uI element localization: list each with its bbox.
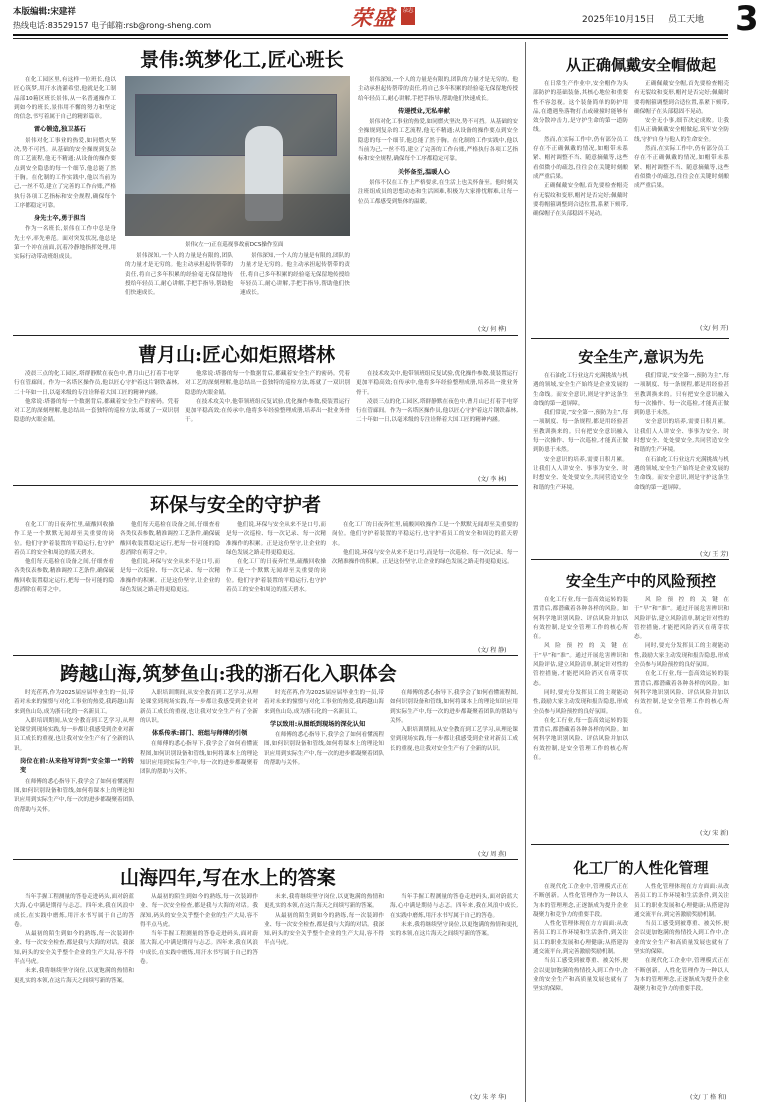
b4-para: 当员工感受到被尊重、被关怀,便会以更加饱满的热情投入到工作中,企业的安全生产和高质量发展也就有了坚实的保障。 (533, 958, 628, 993)
separator (13, 485, 518, 486)
a2-col2 (185, 370, 350, 472)
photo-caption: 景伟(左一)正在巡视事故前DCS操作室面 (185, 242, 284, 248)
masthead-text: 荣盛 (351, 5, 395, 30)
a4-para: 入职培训期间,从安全教育到工艺学习,从理论课堂到现场实践,每一步都让我感受到企业对新员工成长的重视,也让我对安全生产有了全新的认识。 (390, 727, 518, 752)
a4-subhead-1: 岗位在前:从来他写诗到“安全第一”的转变 (20, 758, 134, 775)
issue-date: 2025年10月15日 (582, 15, 655, 25)
masthead-logo (351, 2, 423, 32)
masthead-seal: 杂志 (401, 7, 415, 25)
headline-kuayue: 跨越山海,筑梦鱼山:我的浙石化入职体会 (60, 663, 397, 685)
a3-signature: (文/ 程 静) (478, 647, 507, 654)
a5-para: 当年手握工程测量的答卷走进码头,面对蔚蓝大海,心中满是期待与忐忑。四年来,我在风浪中成长,在实践中磨炼,用汗水书写属于自己的答卷。 (14, 894, 134, 928)
a2-para: 在技术攻关中,他带领班组反复试验,优化操作参数,使装置运行更加平稳高效;在传承中,他将多年经验整理成册,培养出一批业务骨干。 (356, 371, 518, 396)
b1-para: 然而,在实际工作中,仍有部分员工存在不正确佩戴的情况,如帽带未系紧、帽衬调整不当、随意摘戴等,这些看似微小的疏忽,往往会在关键时刻酿成严重后果。 (533, 136, 628, 180)
a1-para: 景伟深知,一个人的力量是有限的,团队的力量才是无穷的。他主动承担起传帮带的责任,将自己多年积累的经验毫无保留地传授给年轻员工,耐心讲解,手把手指导,帮助他们快速成长。 (240, 253, 350, 297)
b2-para: 我们常说,“安全第一,预防为主”,每一项制度、每一条规程,都是用经验甚至教训换来的。只有把安全意识融入每一次操作、每一次巡检,才能真正做到防患于未然。 (634, 373, 729, 417)
a4-para: 入职培训期间,从安全教育到工艺学习,从理论课堂到现场实践,每一步都让我感受到企业对新员工成长的重视,也让我对安全生产有了全新的认识。 (14, 717, 134, 752)
a3-col2 (120, 521, 220, 641)
a4-para: 入职培训期间,从安全教育到工艺学习,从理论课堂到现场实践,每一步都让我感受到企业对新员工成长的重视,也让我对安全生产有了全新的认识。 (140, 690, 258, 724)
a1-subhead-2: 身先士卒,勇于担当 (34, 215, 86, 223)
b3-para: 在化工行业,每一套高效运转的装置背后,都潜藏着各种各样的风险。如何科学地识别风险、评估风险并加以有效控制,是安全管理工作的核心所在。 (533, 597, 628, 641)
b1-para: 正确佩戴安全帽,首先要检查帽壳有无裂纹和变形,帽衬是否完好;佩戴时要将帽箍调整到合适位置,系紧下颏带,确保帽子在头部稳固不晃动。 (634, 81, 729, 115)
a3-para: 在化工厂的日夜奔忙里,硫酸回收操作工是一个默默无闻却至关重要的岗位。他们守护着装置的平稳运行,也守护着员工的安全和周边的蓝天碧水。 (226, 559, 326, 594)
a3-col1 (14, 521, 114, 641)
a1-para: 景伟对化工事业的热爱,如同燃火坚决,势不可挡。从基础的安全操规到复杂的工艺流程,他无不精通;从设备的操作要点到安全隐患的每一个细节,他总能了然于胸。在化制的工作实践中,他以当前为己,一丝不苟,建立了完善的工作台账,严格执行各项工艺指标和安全规程,确保每个工序都稳定可靠。 (14, 137, 116, 209)
headline-fengxian: 安全生产中的风险预控 (565, 572, 716, 590)
b3-col1 (533, 596, 628, 834)
a4-para: 时光荏苒,作为2025届应届毕业生的一员,带着对未来的憧憬与对化工事业的热爱,我跨越山海来到鱼山岛,成为浙石化的一名新员工。 (14, 690, 134, 715)
photo-desk (125, 194, 350, 236)
b1-para: 正确佩戴安全帽,首先要检查帽壳有无裂纹和变形,帽衬是否完好;佩戴时要将帽箍调整到合适位置,系紧下颏带,确保帽子在头部稳固不晃动。 (533, 183, 628, 218)
header-rule (13, 34, 728, 36)
a2-para: 他常说:塔器的每一个数据背后,都藏着安全生产的密码。凭着对工艺的深刻理解,他总结出一套独特的巡检方法,练就了一双识别隐患的火眼金睛。 (14, 398, 179, 424)
b4-para: 人性化管理体现在方方面面:从改善员工的工作环境和生活条件,到关注员工的职业发展和心理健康;从搭建沟通交流平台,到完善激励奖励机制。 (533, 921, 628, 956)
a3-para: 他们每天巡检在设备之间,仔细查看各类仪表参数,精准调控工艺条件,确保硫酸回收装置稳定运行,把每一份可能的隐患消除在萌芽之中。 (120, 522, 220, 556)
a5-para: 当年手握工程测量的答卷走进码头,面对蔚蓝大海,心中满是期待与忐忑。四年来,我在风浪中成长,在实践中磨炼,用汗水书写属于自己的答卷。 (140, 931, 258, 966)
a1-col3 (240, 252, 350, 324)
b4-para: 在现代化工企业中,管理模式正在不断创新。人性化管理作为一种以人为本的管理理念,正逐渐成为提升企业凝聚力和竞争力的重要手段。 (533, 884, 628, 918)
b2-signature: (文/ 王 芳) (700, 551, 729, 558)
b2-para: 安全意识的培养,需要日积月累。让我们人人讲安全、事事为安全、时时想安全、处处要安全,共同营造安全和谐的生产环境。 (533, 456, 628, 491)
a3-col4 (332, 521, 518, 641)
b1-col2 (634, 80, 729, 320)
a4-signature: (文/ 周 燕) (478, 851, 507, 858)
a2-para: 凌晨三点的化工园区,塔群静默在夜色中,曹月山已打着手电穿行在管廊间。作为一名塔区操作员,他以匠心守护着这片钢铁森林,二十年如一日,以毫米级的专注诠释着大国工匠的精神内涵。 (14, 371, 179, 396)
b3-col2 (634, 596, 729, 826)
a4-para: 在师傅的悉心指导下,我学会了如何看懂流程图,如何识别设备和管线,如何将课本上的理论知识应用到实际生产中,每一次的进步都凝聚着团队的帮助与关怀。 (140, 741, 258, 776)
b3-para: 在化工行业,每一套高效运转的装置背后,都潜藏着各种各样的风险。如何科学地识别风险、评估风险并加以有效控制,是安全管理工作的核心所在。 (634, 671, 729, 715)
a5-col3 (264, 893, 384, 1096)
a1-para: 景伟深知,一个人的力量是有限的,团队的力量才是无穷的。他主动承担起传帮带的责任,将自己多年积累的经验毫无保留地传授给年轻员工,耐心讲解,手把手指导,帮助他们快速成长。 (358, 77, 518, 102)
a5-para: 从最初的陌生到如今的熟练,每一次装卸作业、每一次安全检查,都是我与大海的对话。我深知,码头的安全关乎整个企业的生产大局,容不得半点马虎。 (264, 912, 384, 947)
b1-signature: (文/ 何 开) (700, 325, 729, 332)
separator (531, 338, 729, 339)
a1-para: 景伟对化工事业的热爱,如同燃火坚决,势不可挡。从基础的安全操规到复杂的工艺流程,他无不精通;从设备的操作要点到安全隐患的每一个细节,他总能了然于胸。在化制的工作实践中,他以当前为己,一丝不苟,建立了完善的工作台账,严格执行各项工艺指标和安全规程,确保每个工序都稳定可靠。 (358, 119, 518, 163)
a3-para: 他们说,环保与安全从来不是口号,而是每一次巡检、每一次记录、每一次精准操作的积累。正是这份坚守,让企业的绿色发展之路走得更稳更远。 (332, 549, 518, 566)
headline-shanhai: 山海四年,写在水上的答案 (120, 867, 336, 889)
a2-col3 (356, 370, 518, 472)
a3-para: 在化工厂的日夜奔忙里,硫酸回收操作工是一个默默无闻却至关重要的岗位。他们守护着装置的平稳运行,也守护着员工的安全和周边的蓝天碧水。 (332, 522, 518, 547)
a1-subhead-3: 传递授业,无私奉献 (398, 107, 450, 115)
a1-para: 景伟不仅在工作上严格要求,在生活上也关怀备至。他时刻关注班组成员的思想动态和生活困难,积极为大家排忧解难,让每一位员工都感受到集体的温暖。 (358, 179, 518, 205)
photo-control-room (135, 94, 337, 156)
headline-caoyueshan: 曹月山:匠心如炬照塔林 (138, 344, 336, 366)
b2-para: 我们常说,“安全第一,预防为主”,每一项制度、每一条规程,都是用经验甚至教训换来的。只有把安全意识融入每一次操作、每一次巡检,才能真正做到防患于未然。 (533, 410, 628, 454)
b2-col2 (634, 372, 729, 550)
a5-col1 (14, 893, 134, 1096)
a4-col4 (390, 689, 518, 847)
page-number: 3 (735, 0, 759, 39)
a5-para: 未来,我将继续坚守岗位,以更饱满的热情和更扎实的本领,在这片海天之间续写新的答案。 (264, 894, 384, 910)
a2-para: 在技术攻关中,他带领班组反复试验,优化操作参数,使装置运行更加平稳高效;在传承中,他将多年经验整理成册,培养出一批业务骨干。 (185, 398, 350, 424)
header-rule-thin (13, 38, 728, 39)
a1-para: 作为一名班长,景伟在工作中总是身先士卒,率先垂范。面对突发状况,他总是第一个冲在前面,沉着冷静地指挥处理,用实际行动带动班组成员。 (14, 226, 116, 261)
a1-col2 (125, 252, 233, 324)
headline-jingwei: 景伟:筑梦化工,匠心班长 (140, 49, 344, 71)
a3-para: 他们说,环保与安全从来不是口号,而是每一次巡检、每一次记录、每一次精准操作的积累。正是这份坚守,让企业的绿色发展之路走得更稳更远。 (120, 559, 220, 594)
separator (13, 859, 518, 860)
b1-col1 (533, 80, 628, 332)
a5-para: 当年手握工程测量的答卷走进码头,面对蔚蓝大海,心中满是期待与忐忑。四年来,我在风浪中成长,在实践中磨炼,用汗水书写属于自己的答卷。 (390, 894, 518, 919)
a1-para: 在化工园区里,有这样一位班长,他以匠心筑梦,用汗水浇灌希望,他就是化工制品部10箱区班长景伟,从一名普通操作工到如今的班长,景伟用不懈的努力和坚定的信念,书写着属于自己的精彩篇章。 (14, 77, 116, 121)
a5-para: 未来,我将继续坚守岗位,以更饱满的热情和更扎实的本领,在这片海天之间续写新的答案。 (390, 921, 518, 938)
b3-para: 在化工行业,每一套高效运转的装置背后,都潜藏着各种各样的风险。如何科学地识别风险、评估风险并加以有效控制,是安全管理工作的核心所在。 (533, 717, 628, 762)
a4-subhead-3: 体系传承:部门、班组与师傅的引领 (152, 730, 248, 738)
a4-para: 时光荏苒,作为2025届应届毕业生的一员,带着对未来的憧憬与对化工事业的热爱,我跨越山海来到鱼山岛,成为浙石化的一名新员工。 (264, 690, 384, 715)
a2-col1 (14, 370, 179, 472)
b4-para: 当员工感受到被尊重、被关怀,便会以更加饱满的热情投入到工作中,企业的安全生产和高质量发展也就有了坚实的保障。 (634, 921, 729, 956)
a3-para: 他们每天巡检在设备之间,仔细查看各类仪表参数,精准调控工艺条件,确保硫酸回收装置稳定运行,把每一份可能的隐患消除在萌芽之中。 (14, 559, 114, 594)
b3-para: 同时,要充分发挥员工的主观能动性,鼓励大家主动发现和报告隐患,形成全员参与风险预控的良好氛围。 (634, 643, 729, 669)
a1-para: 景伟深知,一个人的力量是有限的,团队的力量才是无穷的。他主动承担起传帮带的责任,将自己多年积累的经验毫无保留地传授给年轻员工,耐心讲解,手把手指导,帮助他们快速成长。 (125, 253, 233, 297)
a3-col3 (226, 521, 326, 641)
a4-para: 在师傅的悉心指导下,我学会了如何看懂流程图,如何识别设备和管线,如何将课本上的理论知识应用到实际生产中,每一次的进步都凝聚着团队的帮助与关怀。 (14, 778, 134, 813)
separator (531, 844, 729, 845)
a3-para: 在化工厂的日夜奔忙里,硫酸回收操作工是一个默默无闻却至关重要的岗位。他们守护着装置的平稳运行,也守护着员工的安全和周边的蓝天碧水。 (14, 522, 114, 556)
a2-para: 凌晨三点的化工园区,塔群静默在夜色中,曹月山已打着手电穿行在管廊间。作为一名塔区操作员,他以匠心守护着这片钢铁森林,二十年如一日,以毫米级的专注诠释着大国工匠的精神内涵。 (356, 398, 518, 424)
headline-anquanmao: 从正确佩戴安全帽做起 (565, 56, 716, 74)
b3-para: 风险预控的关键在于“早”和“准”。通过开展危害辨识和风险评估,建立风险清单,制定针对性的管控措施,才能把风险消灭在萌芽状态。 (533, 643, 628, 687)
a4-para: 在师傅的悉心指导下,我学会了如何看懂流程图,如何识别设备和管线,如何将课本上的理论知识应用到实际生产中,每一次的进步都凝聚着团队的帮助与关怀。 (264, 732, 384, 767)
a1-subhead-4: 关怀备至,温暖人心 (398, 168, 450, 176)
a5-para: 未来,我将继续坚守岗位,以更饱满的热情和更扎实的本领,在这片海天之间续写新的答案。 (14, 968, 134, 984)
b4-col2 (634, 883, 729, 1083)
headline-huanbao: 环保与安全的守护者 (150, 494, 322, 516)
b4-signature: (文/ 丁 格 和) (690, 1094, 727, 1101)
a1-signature: (文/ 何 桦) (478, 326, 507, 333)
a5-col4 (390, 893, 518, 1088)
b4-para: 在现代化工企业中,管理模式正在不断创新。人性化管理作为一种以人为本的管理理念,正逐渐成为提升企业凝聚力和竞争力的重要手段。 (634, 958, 729, 993)
b1-para: 然而,在实际工作中,仍有部分员工存在不正确佩戴的情况,如帽带未系紧、帽衬调整不当、随意摘戴等,这些看似微小的疏忽,往往会在关键时刻酿成严重后果。 (634, 146, 729, 190)
a4-col2 (140, 689, 258, 847)
b1-para: 在日常生产作业中,安全帽作为头部防护的基础装备,其核心地位和重要性不容忽视。这个装备简单的防护用品,在遭遇坠落物打击或碰撞时能够有效分散冲击力,是守护生命的第一道防线。 (533, 81, 628, 134)
a1-col4 (358, 76, 518, 321)
b1-para: 安全无小事,细节决定成败。让我们从正确佩戴安全帽做起,筑牢安全防线,守护自身与他人的生命安全。 (634, 118, 729, 143)
jingwei-photo (125, 76, 350, 236)
b3-para: 同时,要充分发挥员工的主观能动性,鼓励大家主动发现和报告隐患,形成全员参与风险预控的良好氛围。 (533, 689, 628, 715)
a4-col1 (14, 689, 134, 847)
b2-para: 安全意识的培养,需要日积月累。让我们人人讲安全、事事为安全、时时想安全、处处要安全,共同营造安全和谐的生产环境。 (634, 419, 729, 454)
separator (13, 655, 518, 656)
headline-renxinghua: 化工厂的人性化管理 (573, 859, 709, 877)
a4-col3 (264, 689, 384, 847)
separator (13, 335, 518, 336)
a4-subhead-2: 学以致用:从图纸到现场的深化认知 (270, 720, 366, 728)
a1-col1 (14, 76, 116, 321)
b2-para: 在石油化工行业这片充满挑战与机遇的领域,安全生产始终是企业发展的生命线。而安全意识,则是守护这条生命线的第一道屏障。 (533, 373, 628, 407)
column-divider (525, 42, 526, 1102)
editor-line: 本版编辑:宋建祥 (13, 7, 76, 17)
b4-para: 人性化管理体现在方方面面:从改善员工的工作环境和生活条件,到关注员工的职业发展和心理健康;从搭建沟通交流平台,到完善激励奖励机制。 (634, 884, 729, 918)
a2-para: 他常说:塔器的每一个数据背后,都藏着安全生产的密码。凭着对工艺的深刻理解,他总结出一套独特的巡检方法,练就了一双识别隐患的火眼金睛。 (185, 371, 350, 396)
b2-col1 (533, 372, 628, 550)
a3-para: 他们说,环保与安全从来不是口号,而是每一次巡检、每一次记录、每一次精准操作的积累。正是这份坚守,让企业的绿色发展之路走得更稳更远。 (226, 522, 326, 556)
a5-para: 从最初的陌生到如今的熟练,每一次装卸作业、每一次安全检查,都是我与大海的对话。我深知,码头的安全关乎整个企业的生产大局,容不得半点马虎。 (14, 931, 134, 966)
a5-para: 从最初的陌生到如今的熟练,每一次装卸作业、每一次安全检查,都是我与大海的对话。我深知,码头的安全关乎整个企业的生产大局,容不得半点马虎。 (140, 894, 258, 928)
a2-signature: (文/ 李 林) (478, 476, 507, 483)
b3-para: 风险预控的关键在于“早”和“准”。通过开展危害辨识和风险评估,建立风险清单,制定针对性的管控措施,才能把风险消灭在萌芽状态。 (634, 597, 729, 641)
contact-line: 热线电话:83529157 电子邮箱:rsb@rong-sheng.com (13, 21, 212, 30)
a5-signature: (文/ 朱 孝 华) (470, 1094, 507, 1101)
a1-subhead-1: 雷心锻造,独卫基石 (34, 126, 86, 134)
b3-signature: (文/ 宋 新) (700, 830, 729, 837)
a4-para: 在师傅的悉心指导下,我学会了如何看懂流程图,如何识别设备和管线,如何将课本上的理论知识应用到实际生产中,每一次的进步都凝聚着团队的帮助与关怀。 (390, 690, 518, 724)
headline-anquanyishi: 安全生产,意识为先 (578, 348, 704, 366)
section-name: 员工天地 (668, 15, 705, 25)
b4-col1 (533, 883, 628, 1095)
a5-col2 (140, 893, 258, 1096)
b2-para: 在石油化工行业这片充满挑战与机遇的领域,安全生产始终是企业发展的生命线。而安全意识,则是守护这条生命线的第一道屏障。 (634, 456, 729, 491)
separator (531, 559, 729, 560)
